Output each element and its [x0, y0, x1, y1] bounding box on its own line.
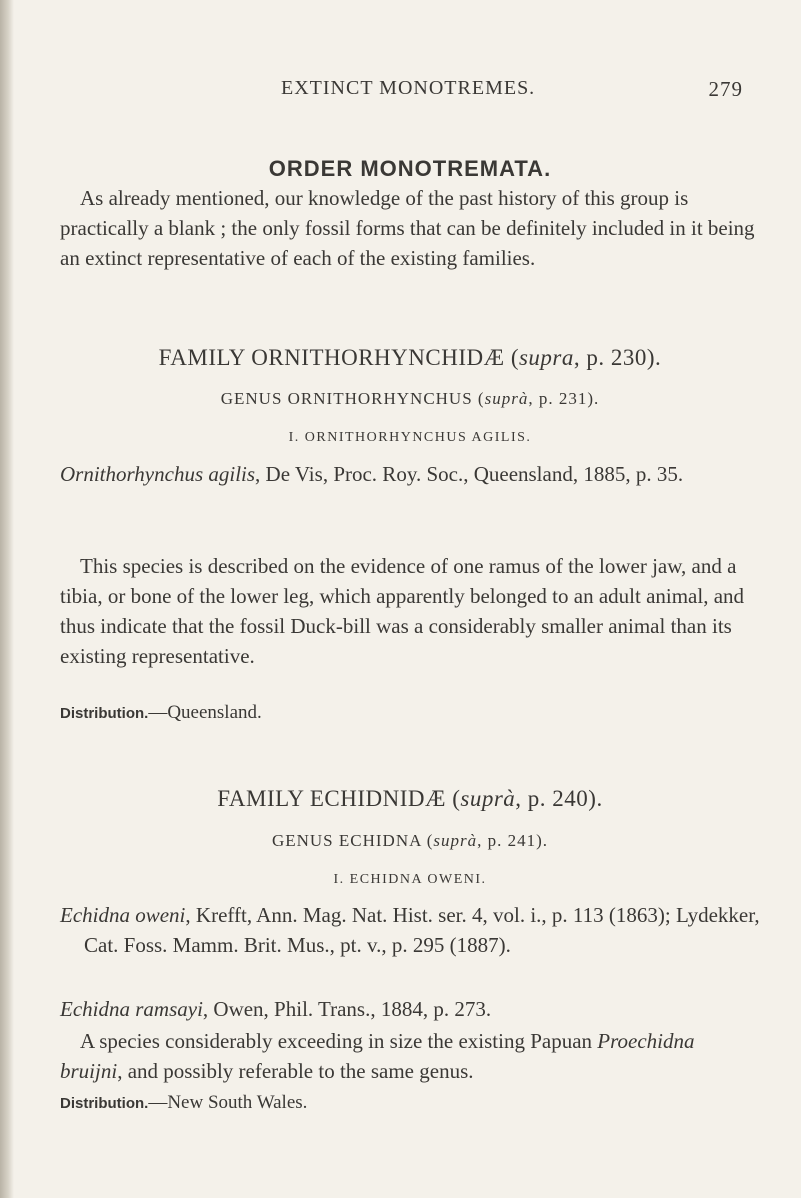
supra-ref: suprà — [433, 831, 478, 850]
genus-name: GENUS ECHIDNA — [271, 831, 422, 850]
binomial: Echidna oweni — [60, 903, 186, 927]
supra-ref: supra — [518, 345, 574, 370]
distribution-value: —Queensland. — [148, 702, 262, 723]
genus-name: GENUS ORNITHORHYNCHUS — [220, 389, 473, 408]
genus-heading-echidna: GENUS ECHIDNA (suprà, p. 241). — [271, 831, 549, 850]
distribution-value: —New South Wales. — [148, 1092, 308, 1113]
distribution-label: Distribution. — [60, 705, 149, 722]
supra-ref: suprà — [484, 389, 529, 408]
citation: , De Vis, Proc. Roy. Soc., Queensland, 1885, p. 35. — [255, 462, 684, 486]
distribution-label: Distribution. — [60, 1095, 149, 1112]
species-heading-echidna-oweni: I. ECHIDNA OWENI. — [333, 872, 487, 887]
species-reference — [60, 994, 784, 1024]
species-description: This species is described on the evidence of one ramus of the lower jaw, and a tibia, or bone of the lower leg, which apparently belonged to an adult animal, and thus indicate that the fossil Duck-bill was a considerably smaller animal than its existing representative. — [60, 554, 745, 668]
citation: , Owen, Phil. Trans., 1884, p. 273. — [202, 997, 492, 1021]
family-heading-echidnidae: FAMILY ECHIDNIDÆ (suprà, p. 240). — [217, 786, 603, 811]
binomial: Proechidna bruijni — [60, 1029, 695, 1083]
family-name: FAMILY ORNITHORHYNCHIDÆ — [158, 345, 505, 370]
binomial: Ornithorhynchus agilis — [60, 462, 256, 486]
distribution-line — [60, 1092, 307, 1114]
supra-ref: suprà — [460, 786, 516, 811]
intro-paragraph: As already mentioned, our knowledge of the past history of this group is practically a blank ; the only fossil forms that can be definitely included in it being an extinct representative of each of the existing families. — [60, 186, 755, 270]
distribution-line — [60, 702, 262, 724]
order-heading: ORDER MONOTREMATA. — [268, 156, 552, 181]
citation: , Krefft, Ann. Mag. Nat. Hist. ser. 4, vol. i., p. 113 (1863); Lydekker, Cat. Foss. Mamm. Brit. Mus., pt. v., p. 295 (1887). — [84, 903, 760, 957]
running-title: EXTINCT MONOTREMES. — [281, 77, 536, 99]
species-heading-ornithorhynchus-agilis: I. ORNITHORHYNCHUS AGILIS. — [288, 430, 532, 445]
species-reference — [60, 900, 784, 960]
genus-heading-ornithorhynchus: GENUS ORNITHORHYNCHUS (suprà, p. 231). — [220, 389, 600, 408]
book-spine-shadow — [0, 0, 14, 1198]
species-reference — [60, 459, 784, 489]
page-number: 279 — [708, 77, 743, 101]
family-name: FAMILY ECHIDNIDÆ — [217, 786, 446, 811]
family-heading-ornithorhynchidae: FAMILY ORNITHORHYNCHIDÆ (supra, p. 230). — [158, 345, 662, 370]
species-description: A species considerably exceeding in size the existing Papuan Proechidna bruijni, and possibly referable to the same genus. — [60, 1029, 695, 1083]
binomial: Echidna ramsayi — [60, 997, 203, 1021]
